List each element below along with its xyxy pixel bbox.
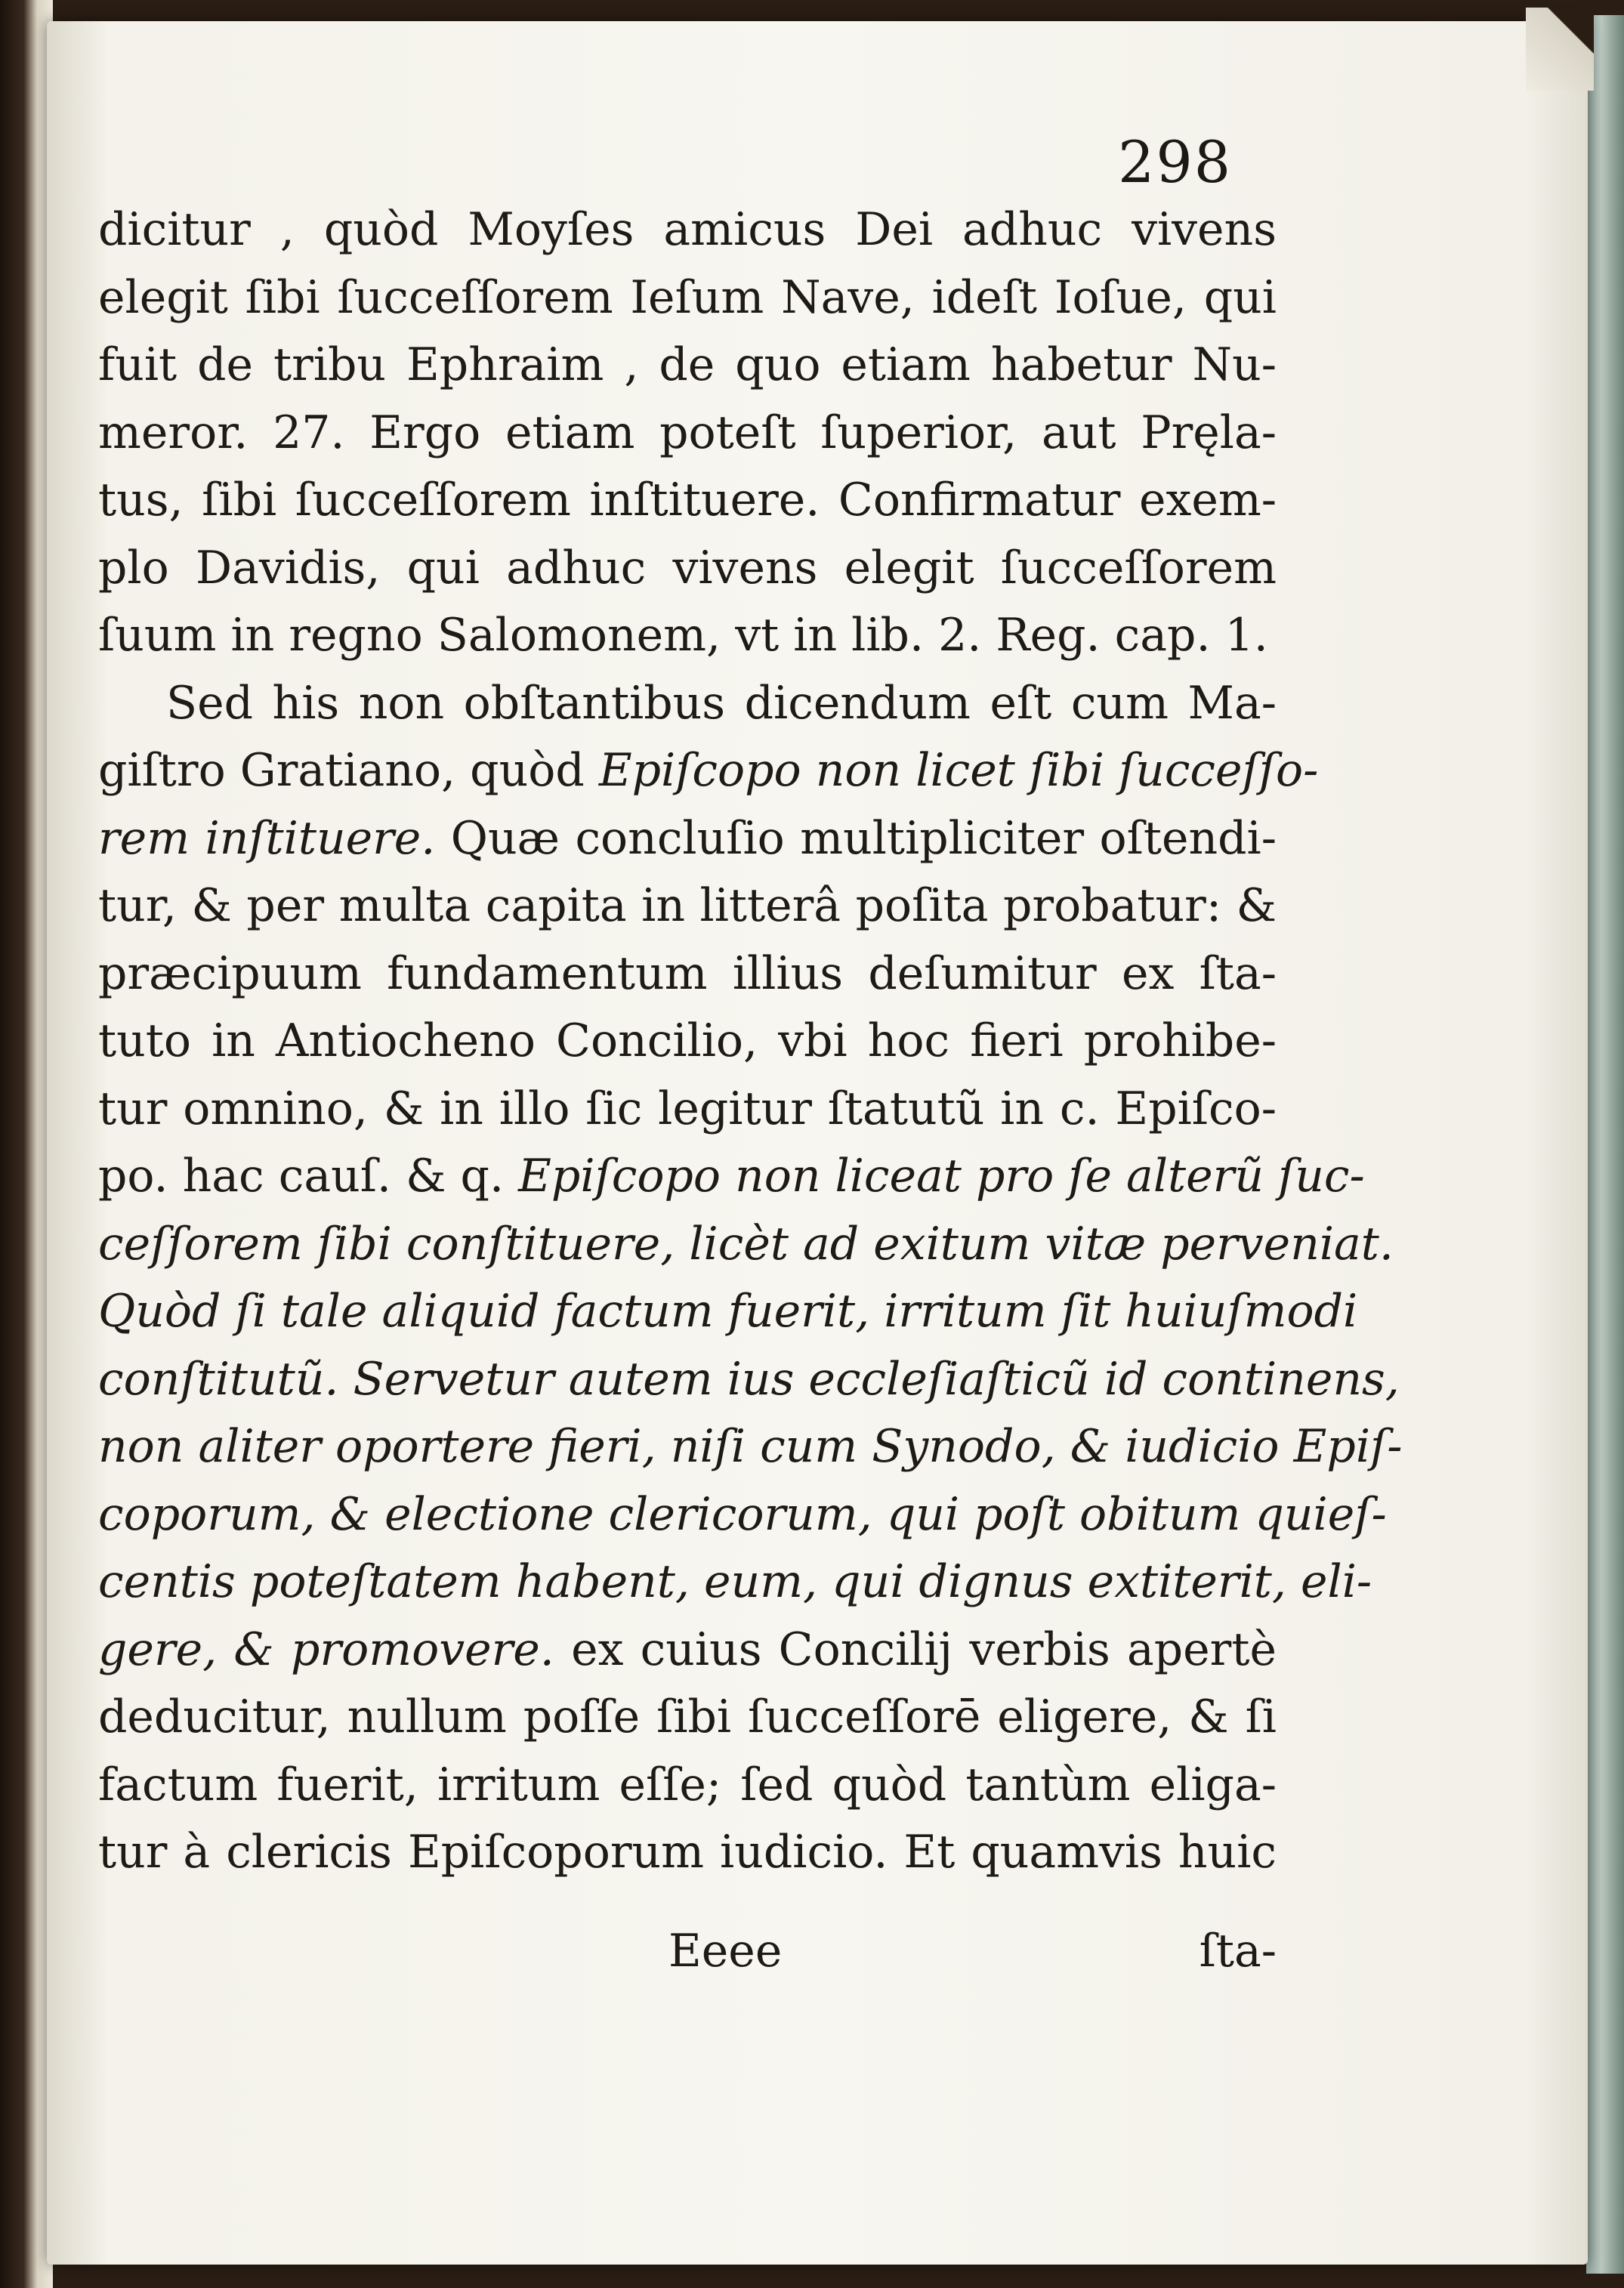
catchword: ſta- <box>1199 1925 1277 1978</box>
page-number: 298 <box>1118 128 1233 196</box>
text-line: ſuum in regno Salomonem, vt in lib. 2. Reg. cap. 1. <box>98 609 1268 662</box>
roman-segment: ex cuius Concilij verbis apertè <box>554 1623 1277 1676</box>
text-line: factum fuerit, irritum eſſe; ſed quòd tantùm eliga- <box>98 1758 1277 1811</box>
roman-segment: giſtro Gratiano, quòd <box>98 744 599 797</box>
text-line: dicitur , quòd Moyſes amicus Dei adhuc vivens <box>98 203 1277 256</box>
text-line-mixed <box>98 1616 1277 1684</box>
text-block <box>98 196 1403 1887</box>
text-line: fuit de tribu Ephraim , de quo etiam habetur Nu- <box>98 338 1277 391</box>
book-binding-left <box>0 0 53 2288</box>
text-line: tuto in Antiocheno Concilio, vbi hoc fieri prohibe- <box>98 1014 1277 1067</box>
italic-quotation: gere, & promovere. <box>98 1623 554 1676</box>
text-line: meror. 27. Ergo etiam poteſt ſuperior, aut Pręla- <box>98 406 1277 459</box>
italic-quotation-line: non aliter oportere fieri, niſi cum Synodo, & iudicio Epiſ- <box>98 1420 1403 1473</box>
italic-quotation: Epiſcopo non licet ſibi ſucceſſo- <box>598 744 1319 797</box>
italic-quotation: rem inſtituere. <box>98 811 436 865</box>
paragraph-start-line: Sed his non obſtantibus dicendum eſt cum Ma- <box>166 676 1277 730</box>
text-line-mixed <box>98 737 1319 805</box>
page-footer <box>98 1925 1277 1993</box>
roman-segment: Quæ concluſio multipliciter oſtendi- <box>435 811 1277 865</box>
text-line: tur à clericis Epiſcoporum iudicio. Et quamvis huic <box>98 1826 1277 1879</box>
text-line-mixed <box>98 805 1277 873</box>
text-line: plo Davidis, qui adhuc vivens elegit ſucceſſorem <box>98 541 1277 594</box>
italic-quotation: Epiſcopo non liceat pro ſe alterũ ſuc- <box>518 1150 1365 1203</box>
italic-quotation-line: coporum, & electione clericorum, qui poſt obitum quieſ- <box>98 1487 1387 1541</box>
text-line: deducitur, nullum poſſe ſibi ſucceſſorē eligere, & ſi <box>98 1691 1277 1743</box>
roman-segment: po. hac cauſ. & q. <box>98 1150 519 1203</box>
signature-mark: Eeee <box>668 1925 783 1978</box>
text-line-mixed <box>98 1143 1365 1211</box>
text-line: elegit ſibi ſucceſſorem Ieſum Nave, ideſt Ioſue, qui <box>98 270 1277 324</box>
text-line: tus, ſibi ſucceſſorem inſtituere. Confirmatur exem- <box>98 474 1277 526</box>
italic-quotation-line: Quòd ſi tale aliquid factum fuerit, irritum ſit huiuſmodi <box>98 1285 1358 1338</box>
page-corner <box>1526 8 1594 91</box>
italic-quotation-line: centis poteſtatem habent, eum, qui dignus extiterit, eli- <box>98 1555 1372 1608</box>
text-line: tur, & per multa capita in litterâ poſita probatur: & <box>98 879 1277 932</box>
italic-quotation-line: ceſſorem ſibi conſtituere, licèt ad exitum vitæ perveniat. <box>98 1217 1394 1271</box>
text-line: præcipuum fundamentum illius deſumitur ex ſta- <box>98 946 1277 1000</box>
page-edges-right <box>1586 15 1624 2274</box>
italic-quotation-line: conſtitutũ. Servetur autem ius eccleſiaſticũ id continens, <box>98 1352 1400 1406</box>
text-line: tur omnino, & in illo ſic legitur ſtatutũ in c. Epiſco- <box>98 1082 1277 1135</box>
